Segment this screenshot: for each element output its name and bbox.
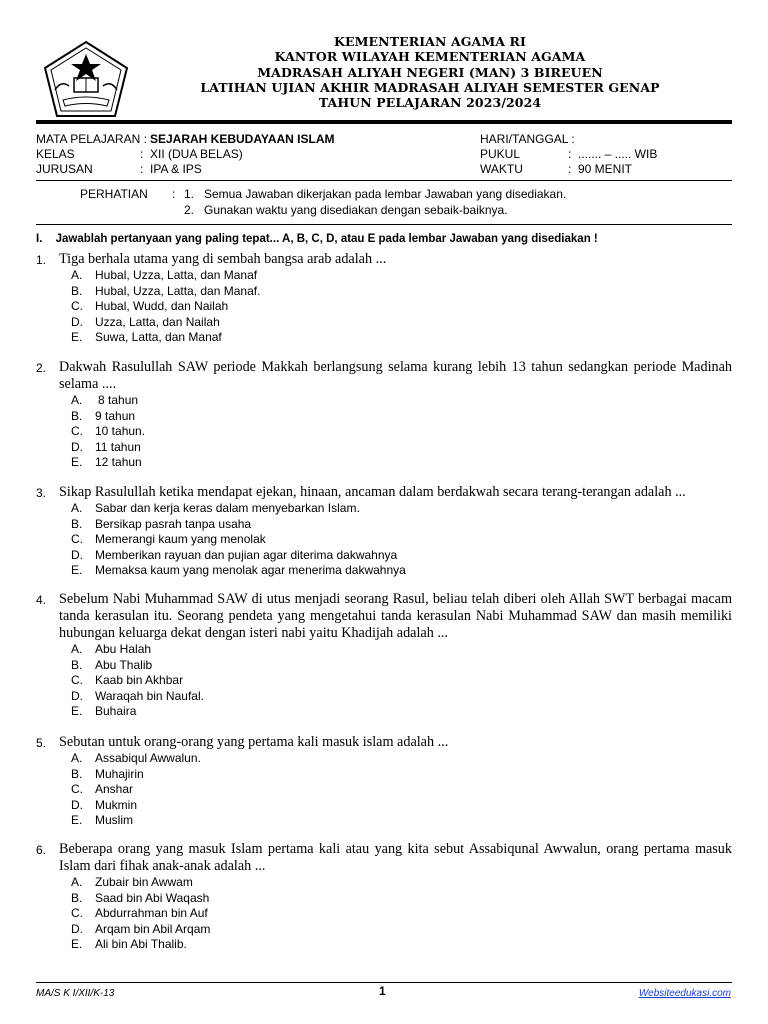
option-text: 12 tahun [95,455,142,469]
option-a [71,642,732,658]
jurusan-colon: : [140,162,144,176]
option-letter: E. [71,813,83,827]
question-text: Beberapa orang yang masuk Islam pertama kali atau yang kita sebut Assabiqunal Awwalun, orang pertama masuk Islam dari fihak anak-anak adalah ... [59,841,732,874]
option-letter: A. [71,875,83,889]
option-text: Hubal, Uzza, Latta, dan Manaf. [95,283,261,298]
option-text: Abu Thalib [95,657,153,672]
option-text: Hubal, Wudd, dan Nailah [95,299,229,313]
option-e [71,563,732,579]
info-divider [36,180,732,181]
perhatian-text-2: Gunakan waktu yang disediakan dengan sebaik-baiknya. [204,203,508,217]
option-letter: B. [71,766,83,781]
option-c [71,906,732,922]
question-number: 6. [36,843,47,857]
question-text: Sikap Rasulullah ketika mendapat ejekan, hinaan, ancaman dalam berdakwah secara terang-terangan adalah ... [59,484,686,500]
option-b [71,658,732,674]
pukul-value: ....... – ..... WIB [578,147,658,161]
option-d [71,548,732,564]
question-text: Tiga berhala utama yang di sembah bangsa arab adalah ... [59,251,387,267]
option-text: Anshar [95,782,134,796]
option-text: Mukmin [95,797,138,812]
option-text: Suwa, Latta, dan Manaf [95,330,222,344]
option-letter: C. [71,782,83,796]
option-d [71,440,732,456]
option-text: Buhaira [95,704,137,718]
option-text: Waraqah bin Naufal. [95,688,204,703]
header-line-3: MADRASAH ALIYAH NEGERI (MAN) 3 BIREUEN [257,64,603,80]
mapel-label: MATA PELAJARAN : [36,132,147,146]
question-number: 1. [36,253,47,267]
option-b [71,891,732,907]
option-a [71,501,732,517]
option-letter: E. [71,704,83,718]
option-text: Sabar dan kerja keras dalam menyebarkan Islam. [95,501,360,515]
option-d [71,315,732,331]
footer-website-link[interactable]: Websiteedukasi.com [638,988,731,999]
option-text: 9 tahun [95,408,136,423]
question-4 [36,591,732,720]
option-letter: B. [71,283,83,298]
pukul-label: PUKUL [480,147,521,161]
option-letter: A. [71,501,83,515]
option-b [71,409,732,425]
option-text: Arqam bin Abil Arqam [95,921,211,936]
option-text: Ali bin Abi Thalib. [95,937,187,951]
header-line-2: KANTOR WILAYAH KEMENTERIAN AGAMA [274,49,586,65]
option-text: Memberikan rayuan dan pujian agar diterima dakwahnya [95,547,398,562]
option-text: Hubal, Uzza, Latta, dan Manaf [95,268,258,282]
pukul-colon: : [568,147,572,161]
option-letter: C. [71,673,83,687]
header-line-5: TAHUN PELAJARAN 2023/2024 [318,95,542,111]
header-divider [36,120,732,124]
option-c [71,673,732,689]
option-letter: D. [71,439,83,454]
option-text: Abu Halah [95,642,152,656]
perhatian-text-1: Semua Jawaban dikerjakan pada lembar Jawaban yang disediakan. [204,187,567,201]
option-e [71,704,732,720]
option-d [71,922,732,938]
question-6 [36,841,732,953]
kelas-colon: : [140,147,144,161]
option-e [71,813,732,829]
option-letter: B. [71,657,83,672]
mapel-value: SEJARAH KEBUDAYAAN ISLAM [150,132,335,146]
option-b [71,517,732,533]
question-number: 3. [36,486,47,500]
option-text: Bersikap pasrah tanpa usaha [95,516,252,531]
option-text: Zubair bin Awwam [95,875,193,889]
option-letter: A. [71,268,83,282]
option-text: Abdurrahman bin Auf [95,906,208,920]
option-e [71,330,732,346]
section-instruction: Jawablah pertanyaan yang paling tepat... A, B, C, D, atau E pada lembar Jawaban yang disediakan ! [55,233,598,245]
option-letter: E. [71,330,83,344]
option-text: Assabiqul Awwalun. [95,751,201,765]
footer-divider [36,982,732,983]
option-text: Muhajirin [95,766,144,781]
option-text: Muslim [95,813,133,827]
option-c [71,424,732,440]
jurusan-label: JURUSAN [36,162,93,176]
option-letter: D. [71,688,83,703]
option-letter: D. [71,921,83,936]
option-letter: C. [71,532,83,546]
option-e [71,937,732,953]
option-c [71,532,732,548]
option-a [71,875,732,891]
header-line-4: LATIHAN UJIAN AKHIR MADRASAH ALIYAH SEMESTER GENAP [200,79,660,95]
option-text: 11 tahun [95,439,141,454]
waktu-colon: : [568,162,572,176]
section-heading [36,233,598,245]
question-3 [36,484,732,579]
option-letter: A. [71,642,83,656]
question-number: 2. [36,361,47,375]
question-text: Sebelum Nabi Muhammad SAW di utus menjadi seorang Rasul, beliau telah diberi oleh Allah SWT berbagai macam tanda kerasulan itu. Seorang pendeta yang mengetahui tanda kerasulan Nabi Muhammad SAW dan masih memiliki hubungan keluarga dekat dengan isteri nabi yaitu Khadijah adalah ... [59,591,732,641]
option-d [71,689,732,705]
kemenag-logo [41,40,131,120]
perhatian-num-2: 2. [184,203,195,217]
option-b [71,767,732,783]
option-letter: C. [71,906,83,920]
question-1 [36,251,732,346]
question-number: 4. [36,593,47,607]
option-text: Memerangi kaum yang menolak [95,532,266,546]
question-number: 5. [36,736,47,750]
option-letter: B. [71,516,83,531]
option-letter: D. [71,314,83,329]
section-number: I. [36,233,43,245]
option-letter: C. [71,299,83,313]
kelas-label: KELAS [36,147,75,161]
header-line-1: KEMENTERIAN AGAMA RI [334,34,526,49]
institution-header [150,34,710,110]
kelas-value: XII (DUA BELAS) [150,147,243,161]
question-5 [36,734,732,829]
option-letter: D. [71,797,83,812]
option-a [71,268,732,284]
option-a [71,751,732,767]
option-text: Kaab bin Akhbar [95,673,184,687]
option-c [71,299,732,315]
option-text: Saad bin Abi Waqash [95,890,210,905]
option-d [71,798,732,814]
option-letter: E. [71,563,83,577]
option-letter: B. [71,890,83,905]
option-text: 8 tahun [98,393,139,407]
option-letter: E. [71,937,83,951]
option-text: Memaksa kaum yang menolak agar menerima dakwahnya [95,563,406,577]
footer-code: MA/S K I/XII/K-13 [36,988,115,999]
option-letter: C. [71,424,83,438]
option-b [71,284,732,300]
option-text: Uzza, Latta, dan Nailah [95,314,220,329]
perhatian-colon: : [172,187,176,201]
question-text: Dakwah Rasulullah SAW periode Makkah berlangsung selama kurang lebih 13 tahun sedangkan periode Madinah selama .... [59,359,732,392]
jurusan-value: IPA & IPS [150,162,202,176]
waktu-label: WAKTU [480,162,523,176]
perhatian-num-1: 1. [184,187,195,201]
waktu-value: 90 MENIT [578,162,633,176]
question-text: Sebutan untuk orang-orang yang pertama kali masuk islam adalah ... [59,734,449,750]
option-a [71,393,732,409]
option-c [71,782,732,798]
option-e [71,455,732,471]
option-letter: E. [71,455,83,469]
option-letter: A. [71,751,83,765]
option-letter: D. [71,547,83,562]
perhatian-divider [36,224,732,225]
option-letter: B. [71,408,83,423]
option-letter: A. [71,393,83,407]
perhatian-label: PERHATIAN [80,187,148,201]
page-number: 1 [379,984,386,998]
option-text: 10 tahun. [95,424,146,438]
hari-label: HARI/TANGGAL : [480,132,575,146]
question-2 [36,359,732,471]
